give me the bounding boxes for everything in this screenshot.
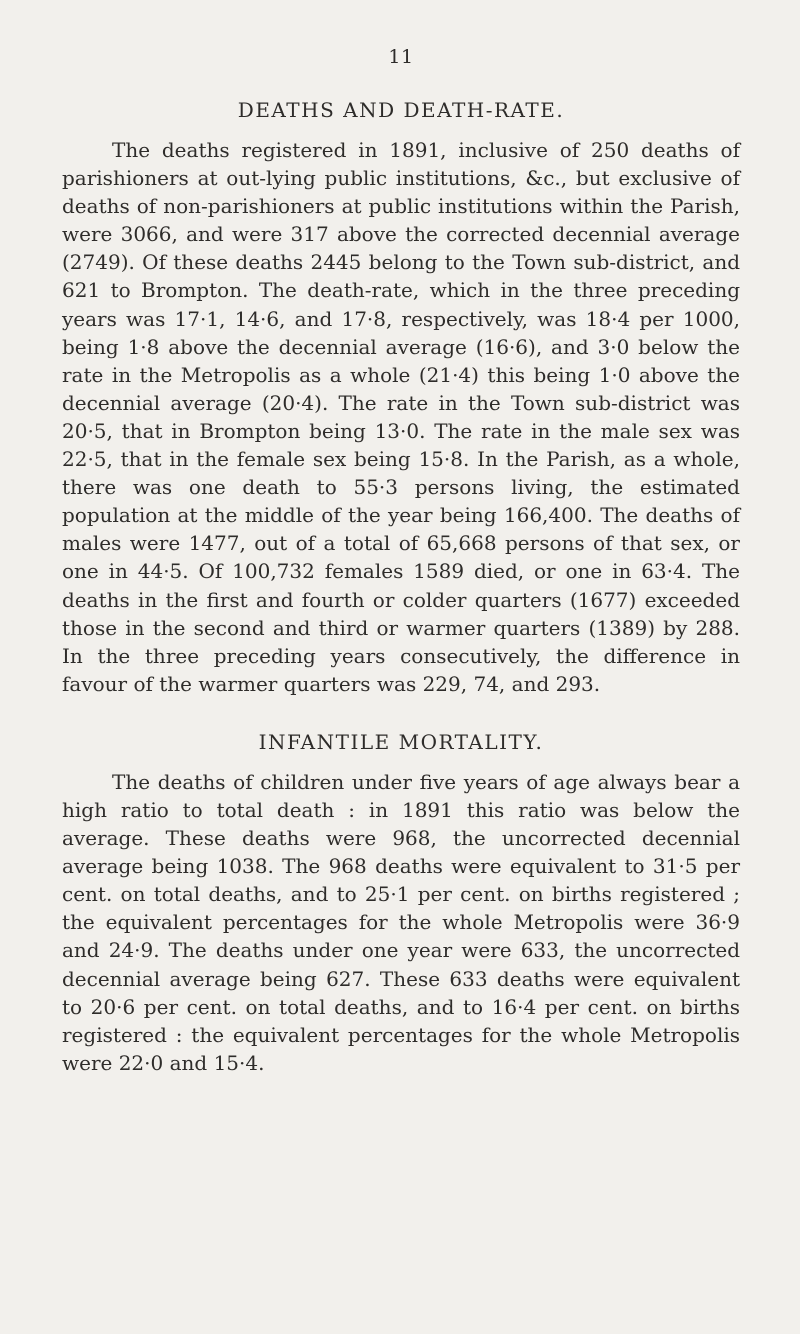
paragraph-infantile-mortality: The deaths of children under five years of age always bear a high ratio to total death : in 1891 this ratio was below the average. These deaths were 968, the uncorrected decennial average being 1038. The 968 deaths were equivalent to 31·5 per cent. on total deaths, and to 25·1 per cent. on births registered ; the equivalent percentages for the whole Metropolis were 36·9 and 24·9. The deaths under one year were 633, the uncorrected decennial average being 627. These 633 deaths were equivalent to 20·6 per cent. on total deaths, and to 16·4 per cent. on births registered : the equivalent percentages for the whole Metropolis were 22·0 and 15·4. (62, 769, 740, 1075)
page-number: 11 (388, 46, 414, 68)
document-page (62, 46, 740, 1077)
paragraph-deaths: The deaths registered in 1891, inclusive of 250 deaths of parishioners at out-lying public institutions, &c., but exclusive of deaths of non-parishioners at public institutions within the Parish, were 3066, and were 317 above the corrected decennial average (2749). Of these deaths 2445 belong to the Town sub-district, and 621 to Brompton. The death-rate, which in the three preceding years was 17·1, 14·6, and 17·8, respectively, was 18·4 per 1000, being 1·8 above the decennial average (16·6), and 3·0 below the rate in the Metropolis as a whole (21·4) this being 1·0 above the decennial average (20·4). The rate in the Town sub-district was 20·5, that in Brompton being 13·0. The rate in the male sex was 22·5, that in the female sex being 15·8. In the Parish, as a whole, there was one death to 55·3 persons living, the estimated population at the middle of the year being 166,400. The deaths of males were 1477, out of a total of 65,668 persons of that sex, or one in 44·5. Of 100,732 females 1589 died, or one in 63·4. The deaths in the first and fourth or colder quarters (1677) exceeded those in the second and third or warmer quarters (1389) by 288. In the three preceding years consecutively, the difference in favour of the warmer quarters was 229, 74, and 293. (62, 138, 740, 696)
section-heading-deaths: DEATHS AND DEATH-RATE. (237, 98, 565, 122)
section-heading-infantile-mortality: INFANTILE MORTALITY. (258, 729, 544, 754)
